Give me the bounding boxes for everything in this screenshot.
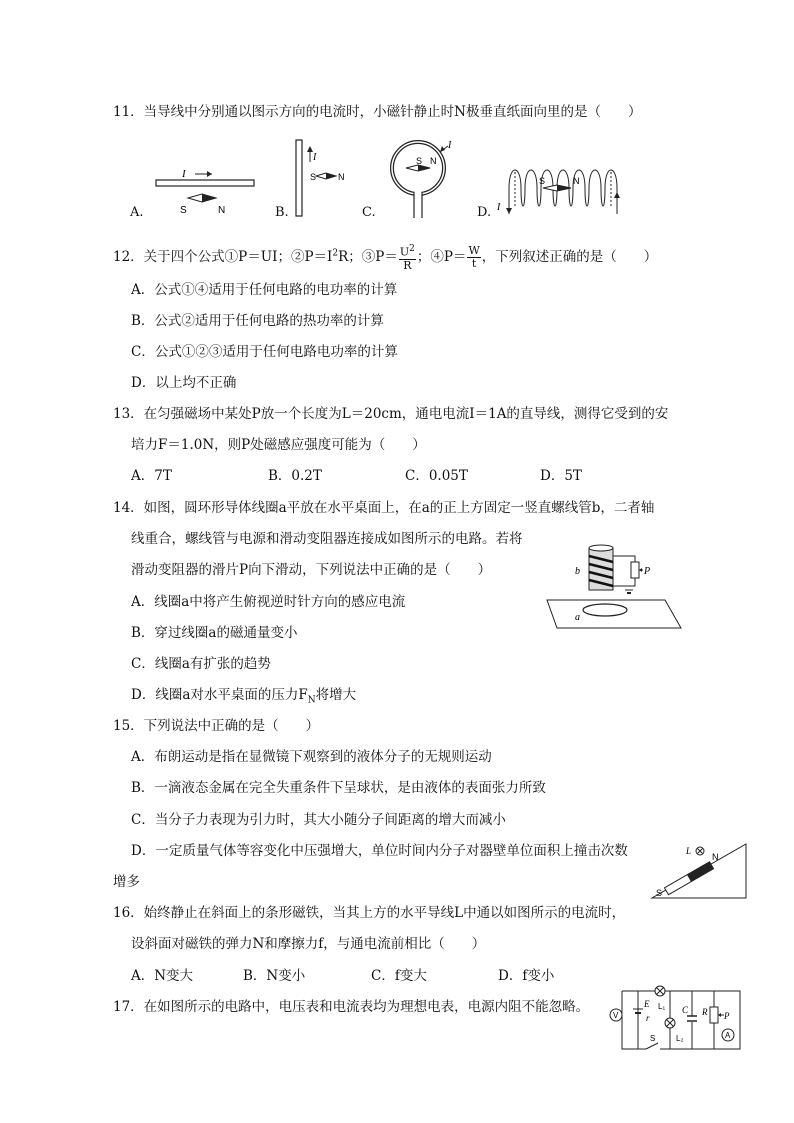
q11b-n-label: N [338,172,345,182]
q12-fraction-wt: $\frac{W}{t}$ [468,243,480,270]
q11b-s-label: S [310,172,317,182]
q11c-n-label: N [430,156,437,166]
q15-stem: 15．下列说法中正确的是（ ） [113,718,320,734]
q17-e-label: E [644,999,650,1009]
q11b-current-label: I [313,152,317,163]
q12-option-d[interactable]: D．以上均不正确 [131,375,237,391]
q16-n-label: N [712,852,719,862]
q12-option-a[interactable]: A．公式①④适用于任何电路的电功率的计算 [131,282,398,298]
q17-r-resistor-label: R [702,1007,708,1017]
q14-line3: 滑动变阻器的滑片P向下滑动，下列说法中正确的是（ ） [131,562,492,578]
q11-stem: 11．当导线中分别通以图示方向的电流时，小磁针静止时N极垂直纸面向里的是（ ） [113,104,642,120]
q11c-s-label: S [416,156,423,166]
q15-option-d-cont: 增多 [113,874,140,890]
q14-line2: 线重合，螺线管与电源和滑动变阻器连接成如图所示的电路。若将 [131,531,523,547]
q16-option-c[interactable]: C．f变大 [371,968,427,984]
q16-line1: 16．始终静止在斜面上的条形磁铁，当其上方的水平导线L中通以如图所示的电流时， [113,905,626,921]
q12-stem-d: ，下列叙述正确的是（ ） [481,248,658,265]
q17-voltmeter: V [613,1011,619,1020]
q15-option-c[interactable]: C．当分子力表现为引力时，其大小随分子间距离的增大而减小 [131,812,506,828]
q14-a-label: a [575,612,580,623]
q17-l1-label: L₁ [658,1002,666,1011]
q14-p-label: P [644,566,651,577]
q16-option-a[interactable]: A．N变大 [131,968,194,984]
q15-option-d[interactable]: D．一定质量气体等容变化中压强增大，单位时间内分子对器壁单位面积上撞击次数 [131,843,628,859]
q17-l2-label: L₂ [676,1034,684,1043]
q14-b-label: b [575,566,580,577]
q15-option-b[interactable]: B．一滴液态金属在完全失重条件下呈球状，是由液体的表面张力所致 [131,780,546,796]
q11-figure-d [495,158,635,222]
q12-square: 2 [332,248,339,259]
q17-r-label: r [646,1013,650,1023]
q16-line2: 设斜面对磁铁的弹力N和摩擦力f，与通电流前相比（ ） [131,936,486,952]
q11-figure-b [290,138,350,220]
q17-figure [608,985,748,1055]
q11a-n-label: N [218,205,226,216]
q11-option-c[interactable]: C. [362,205,376,220]
q12-stem [113,243,657,272]
q13-option-a[interactable]: A．7T [131,468,172,484]
q11-option-b[interactable]: B. [275,205,289,220]
q11-option-d[interactable]: D. [477,205,492,220]
q12-stem-b: R；③P＝ [338,248,398,265]
q17-stem: 17．在如图所示的电路中，电压表和电流表均为理想电表，电源内阻不能忽略。 [113,999,590,1015]
q11d-s-label: S [539,176,546,186]
q16-s-label: S [656,888,663,898]
q14-option-c[interactable]: C．线圈a有扩张的趋势 [131,656,271,672]
q16-option-b[interactable]: B．N变小 [243,968,306,984]
q12-option-c[interactable]: C．公式①②③适用于任何电路电功率的计算 [131,344,398,360]
q13-line2: 培力F＝1.0N，则P处磁感应强度可能为（ ） [131,437,426,453]
q13-line1: 13．在匀强磁场中某处P放一个长度为L＝20cm，通电电流I＝1A的直导线，测得它受到的安 [113,406,669,422]
q14-figure [545,540,685,630]
q14-line1: 14．如图，圆环形导体线圈a平放在水平桌面上，在a的正上方固定一竖直螺线管b，二者轴 [113,500,655,516]
q11d-n-label: N [573,176,580,186]
q11-figure-c [378,140,468,220]
q11d-current-label: I [497,202,501,213]
q11a-current-label: I [182,168,186,180]
q17-c-label: C [682,1005,689,1015]
q11a-s-label: S [180,205,187,216]
q14-option-a[interactable]: A．线圈a中将产生俯视逆时针方向的感应电流 [131,594,406,610]
q11c-current-label: I [448,140,452,151]
q15-option-a[interactable]: A．布朗运动是指在显微镜下观察到的液体分子的无规则运动 [131,749,492,765]
q16-figure [650,840,750,902]
q13-option-c[interactable]: C．0.05T [405,468,468,484]
q12-stem-a: 12．关于四个公式①P＝UI；②P＝I [113,248,333,265]
q14-option-b[interactable]: B．穿过线圈a的磁通量变小 [131,625,298,641]
q13-option-d[interactable]: D．5T [540,468,582,484]
q11-option-a[interactable]: A. [130,205,144,220]
q17-switch-label: S [650,1034,656,1043]
q13-option-b[interactable]: B．0.2T [268,468,322,484]
q16-l-label: L [686,846,692,856]
q12-fraction-u2r: $\frac{U^2}{R}$ [399,244,415,272]
q17-ammeter: A [725,1031,731,1040]
q17-p-label: P [724,1011,730,1021]
q12-option-b[interactable]: B．公式②适用于任何电路的热功率的计算 [131,313,384,329]
q14-option-d[interactable]: D．线圈a对水平桌面的压力$F_N$将增大 [131,687,357,706]
q11-figure-a [150,160,260,220]
q12-stem-c: ；④P＝ [416,248,467,265]
q16-option-d[interactable]: D．f变小 [498,968,555,984]
